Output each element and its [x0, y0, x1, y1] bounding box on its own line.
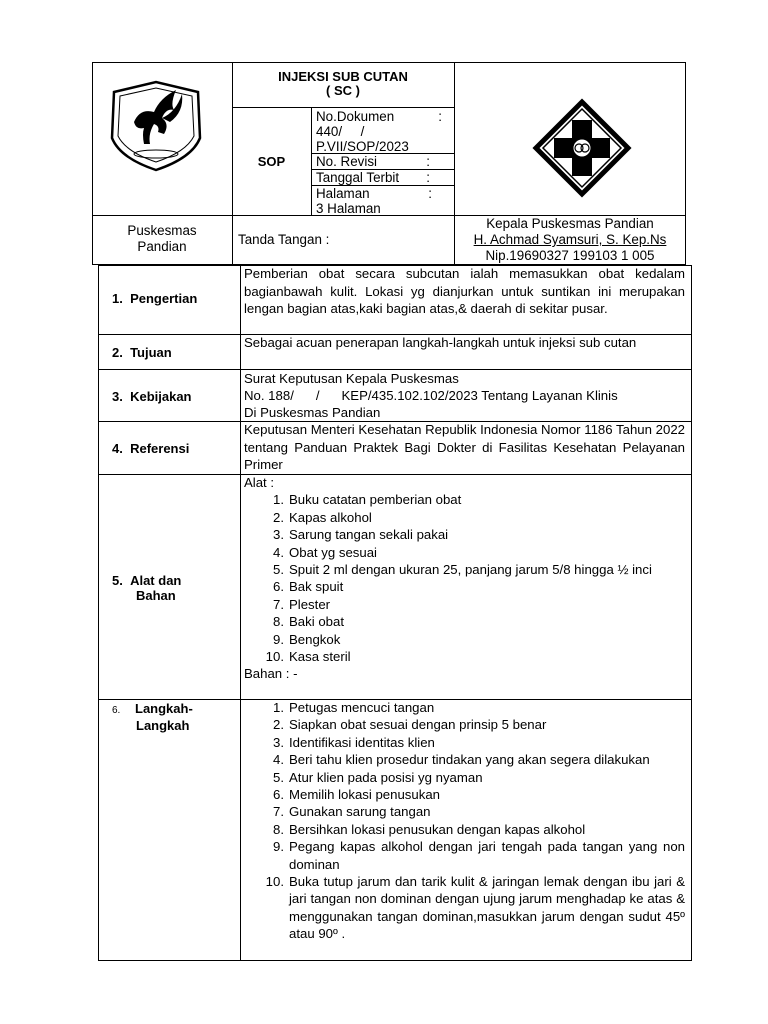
section-5-title-1: Alat dan [130, 573, 182, 588]
section-4-number: 4. [112, 441, 123, 456]
alat-item-number: 3. [273, 527, 284, 543]
alat-item-number: 4. [273, 544, 284, 560]
head-title: Kepala Puskesmas Pandian [486, 216, 654, 231]
section-6-title-2: Langkah [136, 718, 190, 733]
section-4-text: Keputusan Menteri Kesehatan Republik Indonesia Nomor 1186 Tahun 2022 tentang Panduan Praktek Bagi Dokter di Fasilitas Kesehatan Pelayanan Primer [244, 422, 685, 473]
alat-item [244, 491, 685, 508]
step-item-text: Atur klien pada posisi yg nyaman [289, 769, 483, 785]
published-label: Tanggal Terbit [316, 170, 400, 185]
doc-number-colon: : [438, 109, 442, 124]
section-3-text [244, 370, 685, 421]
document-title [232, 70, 454, 98]
step-item-text: Memilih lokasi penusukan [289, 787, 440, 803]
section-6-title-1: Langkah- [135, 701, 193, 716]
signature-label: Tanda Tangan : [238, 232, 330, 247]
section-3-label [112, 389, 192, 404]
doc-number-value-2: P.VII/SOP/2023 [316, 139, 409, 154]
alat-item [244, 526, 685, 543]
alat-item-text: Bak spuit [289, 579, 344, 595]
section-5-title-2: Bahan [136, 588, 176, 603]
bahan-label: Bahan : - [244, 666, 298, 682]
page-label: Halaman [316, 186, 370, 201]
section-3-title: Kebijakan [130, 389, 192, 404]
step-item [244, 699, 685, 716]
step-item [244, 873, 685, 943]
step-item [244, 769, 685, 786]
section-4-label [112, 441, 189, 456]
step-item-text: Bersihkan lokasi penusukan dengan kapas alkohol [289, 821, 586, 837]
step-item-text: Identifikasi identitas klien [289, 734, 435, 750]
page-value: 3 Halaman [316, 201, 381, 216]
alat-item-number: 2. [273, 509, 284, 525]
alat-item-number: 8. [273, 614, 284, 630]
step-item [244, 786, 685, 803]
step-item-number: 10. [265, 874, 284, 890]
section-6-content [244, 699, 685, 943]
section-3-line-3: Di Puskesmas Pandian [244, 405, 381, 420]
published-colon: : [426, 170, 430, 185]
head-block [454, 216, 686, 264]
title-line-2: ( SC ) [326, 83, 360, 98]
page-cell [316, 186, 450, 216]
alat-item [244, 648, 685, 665]
step-item-number: 3. [273, 734, 284, 750]
section-4-title: Referensi [130, 441, 190, 456]
alat-item-text: Sarung tangan sekali pakai [289, 527, 449, 543]
title-line-1: INJEKSI SUB CUTAN [278, 69, 408, 84]
step-item-text: Petugas mencuci tangan [289, 700, 435, 715]
alat-item-text: Buku catatan pemberian obat [289, 492, 462, 508]
alat-item-number: 9. [273, 631, 284, 647]
alat-item-number: 1. [273, 492, 284, 508]
head-nip: Nip.19690327 199103 1 005 [485, 248, 655, 263]
step-item-number: 1. [273, 700, 284, 715]
alat-item-text: Plester [289, 596, 331, 612]
section-1-number: 1. [112, 291, 123, 306]
crest-logo [104, 78, 208, 172]
sop-label: SOP [257, 154, 286, 169]
section-1-title: Pengertian [130, 291, 198, 306]
section-2-label [112, 345, 172, 360]
section-1-label [112, 291, 197, 306]
step-item [244, 751, 685, 768]
step-item-text: Pegang kapas alkohol dengan jari tengah pada tangan yang non dominan [289, 839, 685, 872]
doc-number-label: No.Dokumen [316, 109, 395, 124]
puskesmas-logo [532, 98, 632, 198]
section-3-number: 3. [112, 389, 123, 404]
alat-item [244, 613, 685, 630]
alat-list [244, 491, 685, 665]
section-3-line-1: Surat Keputusan Kepala Puskesmas [244, 371, 459, 386]
alat-item-number: 7. [273, 596, 284, 612]
step-item-number: 5. [273, 769, 284, 785]
step-item [244, 821, 685, 838]
section-5-content [244, 474, 685, 683]
step-item-text: Gunakan sarung tangan [289, 804, 431, 820]
section-6-label [112, 701, 193, 733]
alat-item-text: Kasa steril [289, 649, 351, 665]
alat-item-number: 10. [265, 649, 284, 665]
step-item-number: 4. [273, 752, 284, 768]
step-item [244, 734, 685, 751]
doc-number-cell [316, 109, 450, 154]
step-item-number: 8. [273, 821, 284, 837]
step-item-number: 6. [273, 787, 284, 803]
alat-label: Alat : [244, 475, 275, 490]
section-3-line-2: No. 188/ / KEP/435.102.102/2023 Tentang Layanan Klinis [244, 388, 618, 403]
org-name [92, 223, 232, 255]
alat-item-number: 5. [273, 562, 284, 578]
alat-item-text: Bengkok [289, 631, 341, 647]
alat-item [244, 631, 685, 648]
alat-item [244, 596, 685, 613]
section-2-number: 2. [112, 345, 123, 360]
revision-colon: : [426, 154, 430, 169]
alat-item-text: Kapas alkohol [289, 509, 372, 525]
alat-item [244, 509, 685, 526]
org-line-2: Pandian [137, 239, 187, 254]
section-1-text: Pemberian obat secara subcutan ialah memasukkan obat kedalam bagianbawah kulit. Lokasi yg dianjurkan untuk suntikan ini merupakan lengan bagian atas,kaki bagian atas,& daerah di sekitar pusar. [244, 266, 685, 317]
alat-item-text: Obat yg sesuai [289, 544, 377, 560]
revision-label: No. Revisi [316, 154, 378, 169]
step-item-text: Beri tahu klien prosedur tindakan yang akan segera dilakukan [289, 752, 650, 768]
section-5-label [112, 573, 181, 603]
page-colon: : [428, 186, 432, 201]
alat-item [244, 544, 685, 561]
alat-item [244, 561, 685, 578]
alat-item-text: Spuit 2 ml dengan ukuran 25, panjang jarum 5/8 hingga ½ inci [289, 562, 652, 578]
step-item [244, 838, 685, 873]
step-item [244, 803, 685, 820]
step-item-text: Siapkan obat sesuai dengan prinsip 5 benar [289, 717, 547, 733]
alat-item [244, 578, 685, 595]
step-item-number: 7. [273, 804, 284, 820]
published-cell [316, 170, 450, 185]
step-item [244, 716, 685, 733]
revision-cell [316, 154, 450, 169]
section-2-text: Sebagai acuan penerapan langkah-langkah untuk injeksi sub cutan [244, 335, 637, 350]
alat-item-number: 6. [273, 579, 284, 595]
section-2-title: Tujuan [130, 345, 172, 360]
head-name: H. Achmad Syamsuri, S. Kep.Ns [473, 232, 667, 247]
org-line-1: Puskesmas [127, 223, 197, 238]
step-item-number: 2. [273, 717, 284, 733]
step-list [244, 699, 685, 943]
step-item-text: Buka tutup jarum dan tarik kulit & jaringan lemak dengan ibu jari & jari tangan non dominan dengan ujung jarum menghadap ke atas & menggunakan tangan dominan,masukkan jarum dengan sudut 45º atau 90º . [289, 874, 685, 942]
alat-item-text: Baki obat [289, 614, 344, 630]
step-item-number: 9. [273, 839, 284, 855]
doc-number-value-1: 440/ / [316, 124, 365, 139]
section-5-number: 5. [112, 573, 123, 588]
section-6-number: 6. [112, 705, 121, 716]
